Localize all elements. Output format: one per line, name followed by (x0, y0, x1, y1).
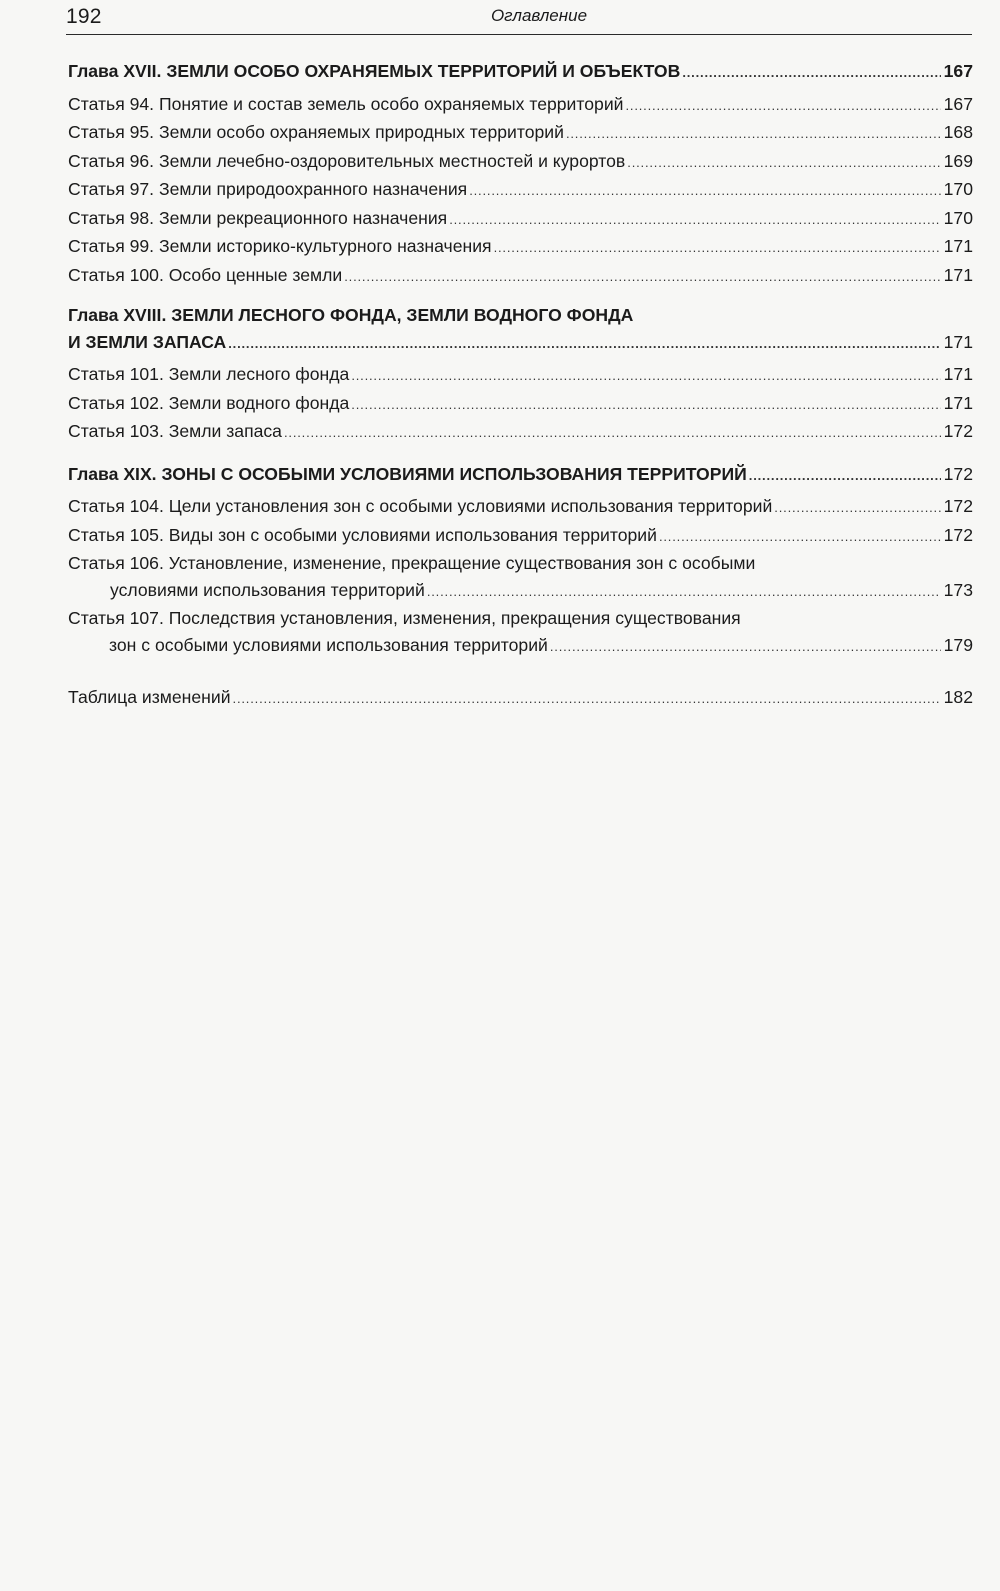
toc-article-104[interactable] (68, 493, 973, 522)
toc-page-number: 171 (943, 264, 973, 285)
toc-article-100[interactable] (68, 262, 973, 291)
toc-article-label: Статья 97. Земли природоохранного назначения (68, 179, 468, 199)
toc-chapter-18[interactable] (68, 302, 973, 357)
leader-dots (659, 524, 941, 551)
toc-article-label: Статья 98. Земли рекреационного назначения (68, 207, 448, 228)
toc-article-label: Статья 102. Земли водного фонда (68, 392, 350, 413)
toc-chapter-label-line1: Глава XVIII. ЗЕМЛИ ЛЕСНОГО ФОНДА, ЗЕМЛИ ВОДНОГО ФОНДА (68, 305, 634, 325)
toc-page-number: 170 (943, 179, 973, 199)
leader-dots (351, 392, 941, 419)
leader-dots (427, 579, 941, 606)
leader-dots (351, 363, 941, 390)
toc-page-number: 170 (943, 207, 973, 228)
leader-dots (627, 150, 941, 177)
toc-page-number: 172 (943, 524, 973, 545)
leader-dots (494, 235, 941, 262)
toc-chapter-label-line2: И ЗЕМЛИ ЗАПАСА (68, 331, 227, 352)
toc-page-number: 171 (943, 364, 973, 384)
toc-chapter-label: Глава XIX. ЗОНЫ С ОСОБЫМИ УСЛОВИЯМИ ИСПОЛЬЗОВАНИЯ ТЕРРИТОРИЙ (68, 463, 747, 484)
page-number: 192 (66, 5, 102, 28)
toc-article-103[interactable] (68, 418, 973, 447)
toc-page-number: 171 (943, 331, 973, 352)
table-of-contents (68, 58, 973, 713)
toc-article-106[interactable] (68, 550, 973, 605)
toc-article-label: Статья 99. Земли историко-культурного назначения (68, 236, 492, 256)
toc-page-number: 173 (943, 579, 973, 600)
toc-article-102[interactable] (68, 390, 973, 419)
leader-dots (774, 495, 941, 522)
toc-article-99[interactable] (68, 233, 973, 262)
toc-chapter-19[interactable] (68, 461, 973, 490)
toc-article-94[interactable] (68, 91, 973, 120)
running-title: Оглавление (490, 6, 588, 25)
toc-changes-table-label: Таблица изменений (68, 687, 231, 707)
toc-page-number: 172 (943, 496, 973, 516)
toc-article-107[interactable] (68, 605, 973, 660)
header-rule (66, 34, 972, 35)
toc-chapter-label: Глава XVII. ЗЕМЛИ ОСОБО ОХРАНЯЕМЫХ ТЕРРИТОРИЙ И ОБЪЕКТОВ (68, 61, 681, 81)
toc-article-97[interactable] (68, 176, 973, 205)
toc-page-number: 169 (943, 150, 973, 171)
toc-article-label-line1: Статья 106. Установление, изменение, прекращение существования зон с особыми (68, 553, 756, 573)
toc-page-number: 167 (943, 93, 973, 114)
toc-page-number: 172 (943, 421, 973, 441)
leader-dots (344, 264, 941, 291)
leader-dots (284, 420, 941, 447)
toc-article-label-line2: условиями использования территорий (110, 579, 425, 600)
toc-page-number: 179 (943, 634, 973, 655)
toc-changes-table[interactable] (68, 684, 973, 713)
toc-page-number: 182 (943, 687, 973, 707)
toc-page-number: 172 (943, 463, 973, 484)
toc-article-96[interactable] (68, 148, 973, 177)
toc-page-number: 171 (943, 392, 973, 413)
toc-page-number: 168 (943, 122, 973, 142)
page-header (66, 0, 972, 36)
toc-article-label-line1: Статья 107. Последствия установления, изменения, прекращения существования (68, 608, 741, 628)
spacer (68, 660, 973, 684)
toc-page-number: 167 (943, 61, 973, 81)
toc-page-number: 171 (943, 236, 973, 256)
toc-article-101[interactable] (68, 361, 973, 390)
leader-dots (228, 331, 941, 358)
leader-dots (625, 93, 941, 120)
toc-article-label: Статья 101. Земли лесного фонда (68, 364, 350, 384)
leader-dots (449, 207, 941, 234)
leader-dots (566, 121, 941, 148)
toc-article-label: Статья 94. Понятие и состав земель особо охраняемых территорий (68, 93, 624, 114)
leader-dots (550, 634, 941, 661)
toc-article-label: Статья 103. Земли запаса (68, 421, 282, 441)
toc-article-label: Статья 105. Виды зон с особыми условиями использования территорий (68, 524, 657, 545)
toc-article-label: Статья 95. Земли особо охраняемых природных территорий (68, 122, 564, 142)
toc-chapter-17[interactable] (68, 58, 973, 87)
toc-article-95[interactable] (68, 119, 973, 148)
toc-article-label: Статья 100. Особо ценные земли (68, 264, 343, 285)
toc-article-label-line2: зон с особыми условиями использования территорий (109, 634, 548, 655)
leader-dots (749, 463, 941, 490)
toc-article-label: Статья 104. Цели установления зон с особыми условиями использования территорий (68, 496, 773, 516)
toc-article-label: Статья 96. Земли лечебно-оздоровительных местностей и курортов (68, 150, 626, 171)
leader-dots (233, 686, 941, 713)
leader-dots (469, 178, 941, 205)
toc-article-105[interactable] (68, 522, 973, 551)
toc-article-98[interactable] (68, 205, 973, 234)
leader-dots (682, 60, 941, 87)
